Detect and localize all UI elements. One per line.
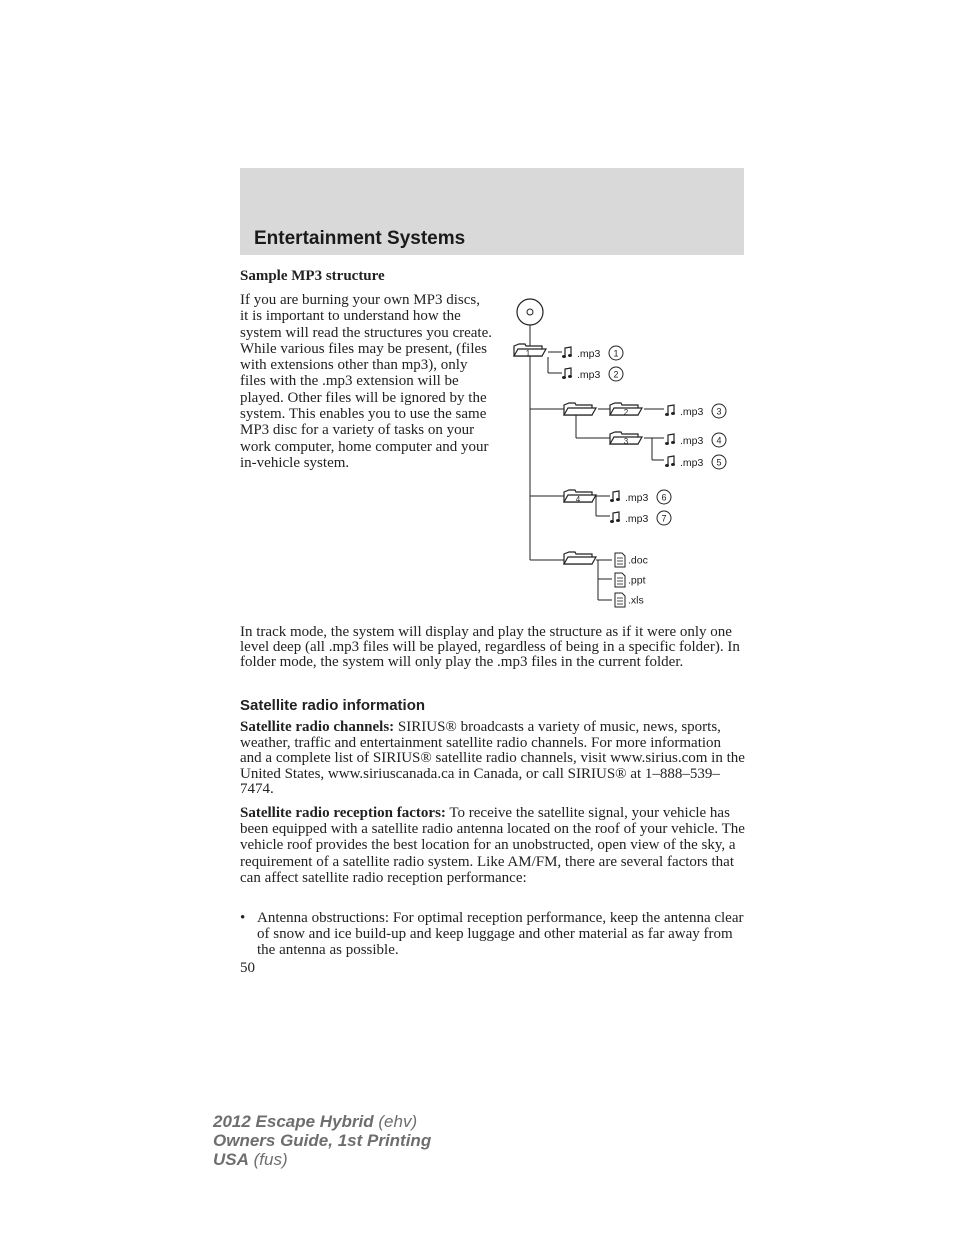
svg-text:2: 2 xyxy=(613,369,619,380)
folder-label-2: 2 xyxy=(623,408,629,417)
folder-icon-3 xyxy=(610,432,642,446)
svg-text:.mp3: .mp3 xyxy=(577,369,601,381)
mp3-structure-diagram xyxy=(508,292,748,612)
cd-icon xyxy=(517,299,543,325)
xls-file xyxy=(615,593,644,607)
page-number: 50 xyxy=(240,960,255,976)
svg-text:.mp3: .mp3 xyxy=(680,457,704,469)
svg-text:.mp3: .mp3 xyxy=(625,513,649,525)
svg-text:.mp3: .mp3 xyxy=(625,492,649,504)
satellite-channels-label: Satellite radio channels: xyxy=(240,719,395,735)
bullet-text: Antenna obstructions: For optimal reception performance, keep the antenna clear of snow and ice build-up and keep luggage and other material as far away from the antenna as possible. xyxy=(257,910,744,958)
mp3-file-1 xyxy=(562,346,623,360)
svg-text:1: 1 xyxy=(613,348,619,359)
svg-text:4: 4 xyxy=(716,435,722,446)
svg-text:7: 7 xyxy=(661,513,667,524)
satellite-reception-label: Satellite radio reception factors: xyxy=(240,805,446,821)
footer-region-code: (fus) xyxy=(253,1150,288,1169)
list-item xyxy=(240,910,746,958)
satellite-channels-paragraph xyxy=(240,720,746,798)
svg-text:.ppt: .ppt xyxy=(628,574,646,587)
footer xyxy=(213,1112,431,1169)
folder-icon-4 xyxy=(576,495,581,504)
mp3-file-2 xyxy=(562,367,623,381)
folder-label-3: 3 xyxy=(623,437,629,446)
svg-text:.xls: .xls xyxy=(628,594,644,607)
svg-text:.mp3: .mp3 xyxy=(680,435,704,447)
footer-line-2 xyxy=(213,1131,431,1150)
footer-model: 2012 Escape Hybrid xyxy=(213,1112,374,1131)
mp3-intro-paragraph: If you are burning your own MP3 discs, it is important to understand how the system will read the structures you create. While various files may be present, (files with extensions other than mp3), only files with the .mp3 extension will be played. Other files will be ignored by the system. This enables you to use the same MP3 disc for a variety of tasks on your work computer, home computer and your in-vehicle system. xyxy=(240,292,492,471)
section-title: Entertainment Systems xyxy=(254,228,466,249)
doc-file xyxy=(615,553,648,567)
mp3-file-4 xyxy=(665,433,726,447)
svg-text:6: 6 xyxy=(661,492,667,503)
mp3-file-3 xyxy=(665,404,726,418)
svg-text:5: 5 xyxy=(716,457,722,468)
satellite-heading: Satellite radio information xyxy=(240,697,426,714)
bullet-dot: • xyxy=(240,910,246,926)
mp3-structure-heading: Sample MP3 structure xyxy=(240,268,385,284)
folder-icon-2 xyxy=(610,403,642,417)
footer-line-3 xyxy=(213,1150,431,1169)
folder-icon xyxy=(564,403,596,415)
satellite-reception-text: To receive the satellite signal, your vehicle has been equipped with a satellite radio antenna located on the roof of your vehicle. The vehicle roof provides the best location for an unobstructed, open view of the sky, a requirement of a satellite radio system. Like AM/FM, there are several factors that can affect satellite radio reception performance: xyxy=(240,805,745,886)
satellite-channels-text: SIRIUS® broadcasts a variety of music, news, sports, weather, traffic and entertainment satellite radio channels. For more information and a complete list of SIRIUS® satellite radio channels, visit www.sirius.com in the United States, www.siriuscanada.ca in Canada, or call SIRIUS® at 1–888–539–7474. xyxy=(240,719,745,797)
track-mode-paragraph: In track mode, the system will display and play the structure as if it were only one level deep (all .mp3 files will be played, regardless of being in a specific folder). In folder mode, the system will only play the .mp3 files in the current folder. xyxy=(240,624,740,671)
footer-guide: Owners Guide, 1st Printing xyxy=(213,1131,432,1150)
footer-line-1 xyxy=(213,1112,431,1131)
svg-text:.mp3: .mp3 xyxy=(577,348,601,360)
mp3-file-5 xyxy=(665,455,726,469)
ppt-file xyxy=(615,573,646,587)
svg-text:.doc: .doc xyxy=(628,554,648,567)
satellite-reception-paragraph xyxy=(240,805,746,886)
folder-icon-1 xyxy=(514,344,546,358)
folder-icon xyxy=(564,552,596,564)
svg-text:.mp3: .mp3 xyxy=(680,406,704,418)
mp3-file-6 xyxy=(610,490,671,504)
footer-model-code: (ehv) xyxy=(378,1112,418,1131)
folder-label-1: 1 xyxy=(525,349,531,358)
folder-label-4: 4 xyxy=(575,495,581,504)
mp3-file-7 xyxy=(610,511,671,525)
svg-text:3: 3 xyxy=(716,406,722,417)
footer-region: USA xyxy=(213,1150,249,1169)
